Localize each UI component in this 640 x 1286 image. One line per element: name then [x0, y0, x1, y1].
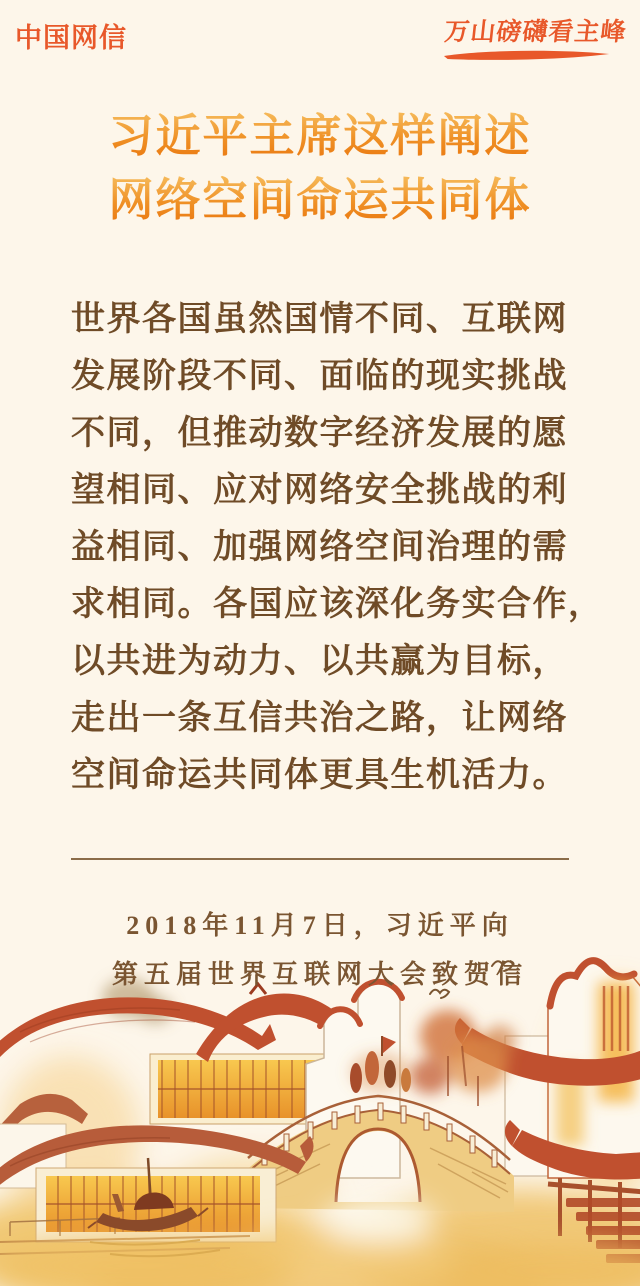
brush-underline-icon	[441, 49, 612, 61]
quote-line: 益相同、加强网络空间治理的需	[71, 529, 568, 566]
brand-left-logo: 中国网信	[15, 23, 127, 53]
quote-line: 空间命运共同体更具生机活力。	[71, 757, 568, 794]
page-title-line2: 网络空间命运共同体	[0, 168, 640, 232]
source-caption	[0, 901, 640, 999]
quote-line: 求相同。各国应该深化务实合作，	[71, 586, 604, 623]
quote-line: 不同，但推动数字经济发展的愿	[71, 415, 568, 452]
divider-line	[71, 858, 569, 860]
source-caption-line2: 第五届世界互联网大会致贺信	[111, 960, 528, 989]
quote-line: 以共进为动力、以共赢为目标，	[71, 643, 568, 680]
source-caption-line1: 2018年11月7日，习近平向	[126, 911, 514, 940]
trees-behind-bridge	[410, 1010, 516, 1106]
quote-line: 发展阶段不同、面临的现实挑战	[71, 358, 568, 395]
quote-line: 望相同、应对网络安全挑战的利	[71, 472, 568, 509]
page-title-line1: 习近平主席这样阐述	[0, 104, 640, 168]
brand-right-text: 万山磅礴看主峰	[442, 18, 628, 46]
quote-line: 走出一条互信共治之路，让网络	[71, 700, 568, 737]
quote-paragraph	[71, 291, 604, 804]
quote-line: 世界各国虽然国情不同、互联网	[71, 301, 568, 338]
page-title	[0, 104, 640, 232]
brand-right-slogan	[441, 12, 628, 61]
